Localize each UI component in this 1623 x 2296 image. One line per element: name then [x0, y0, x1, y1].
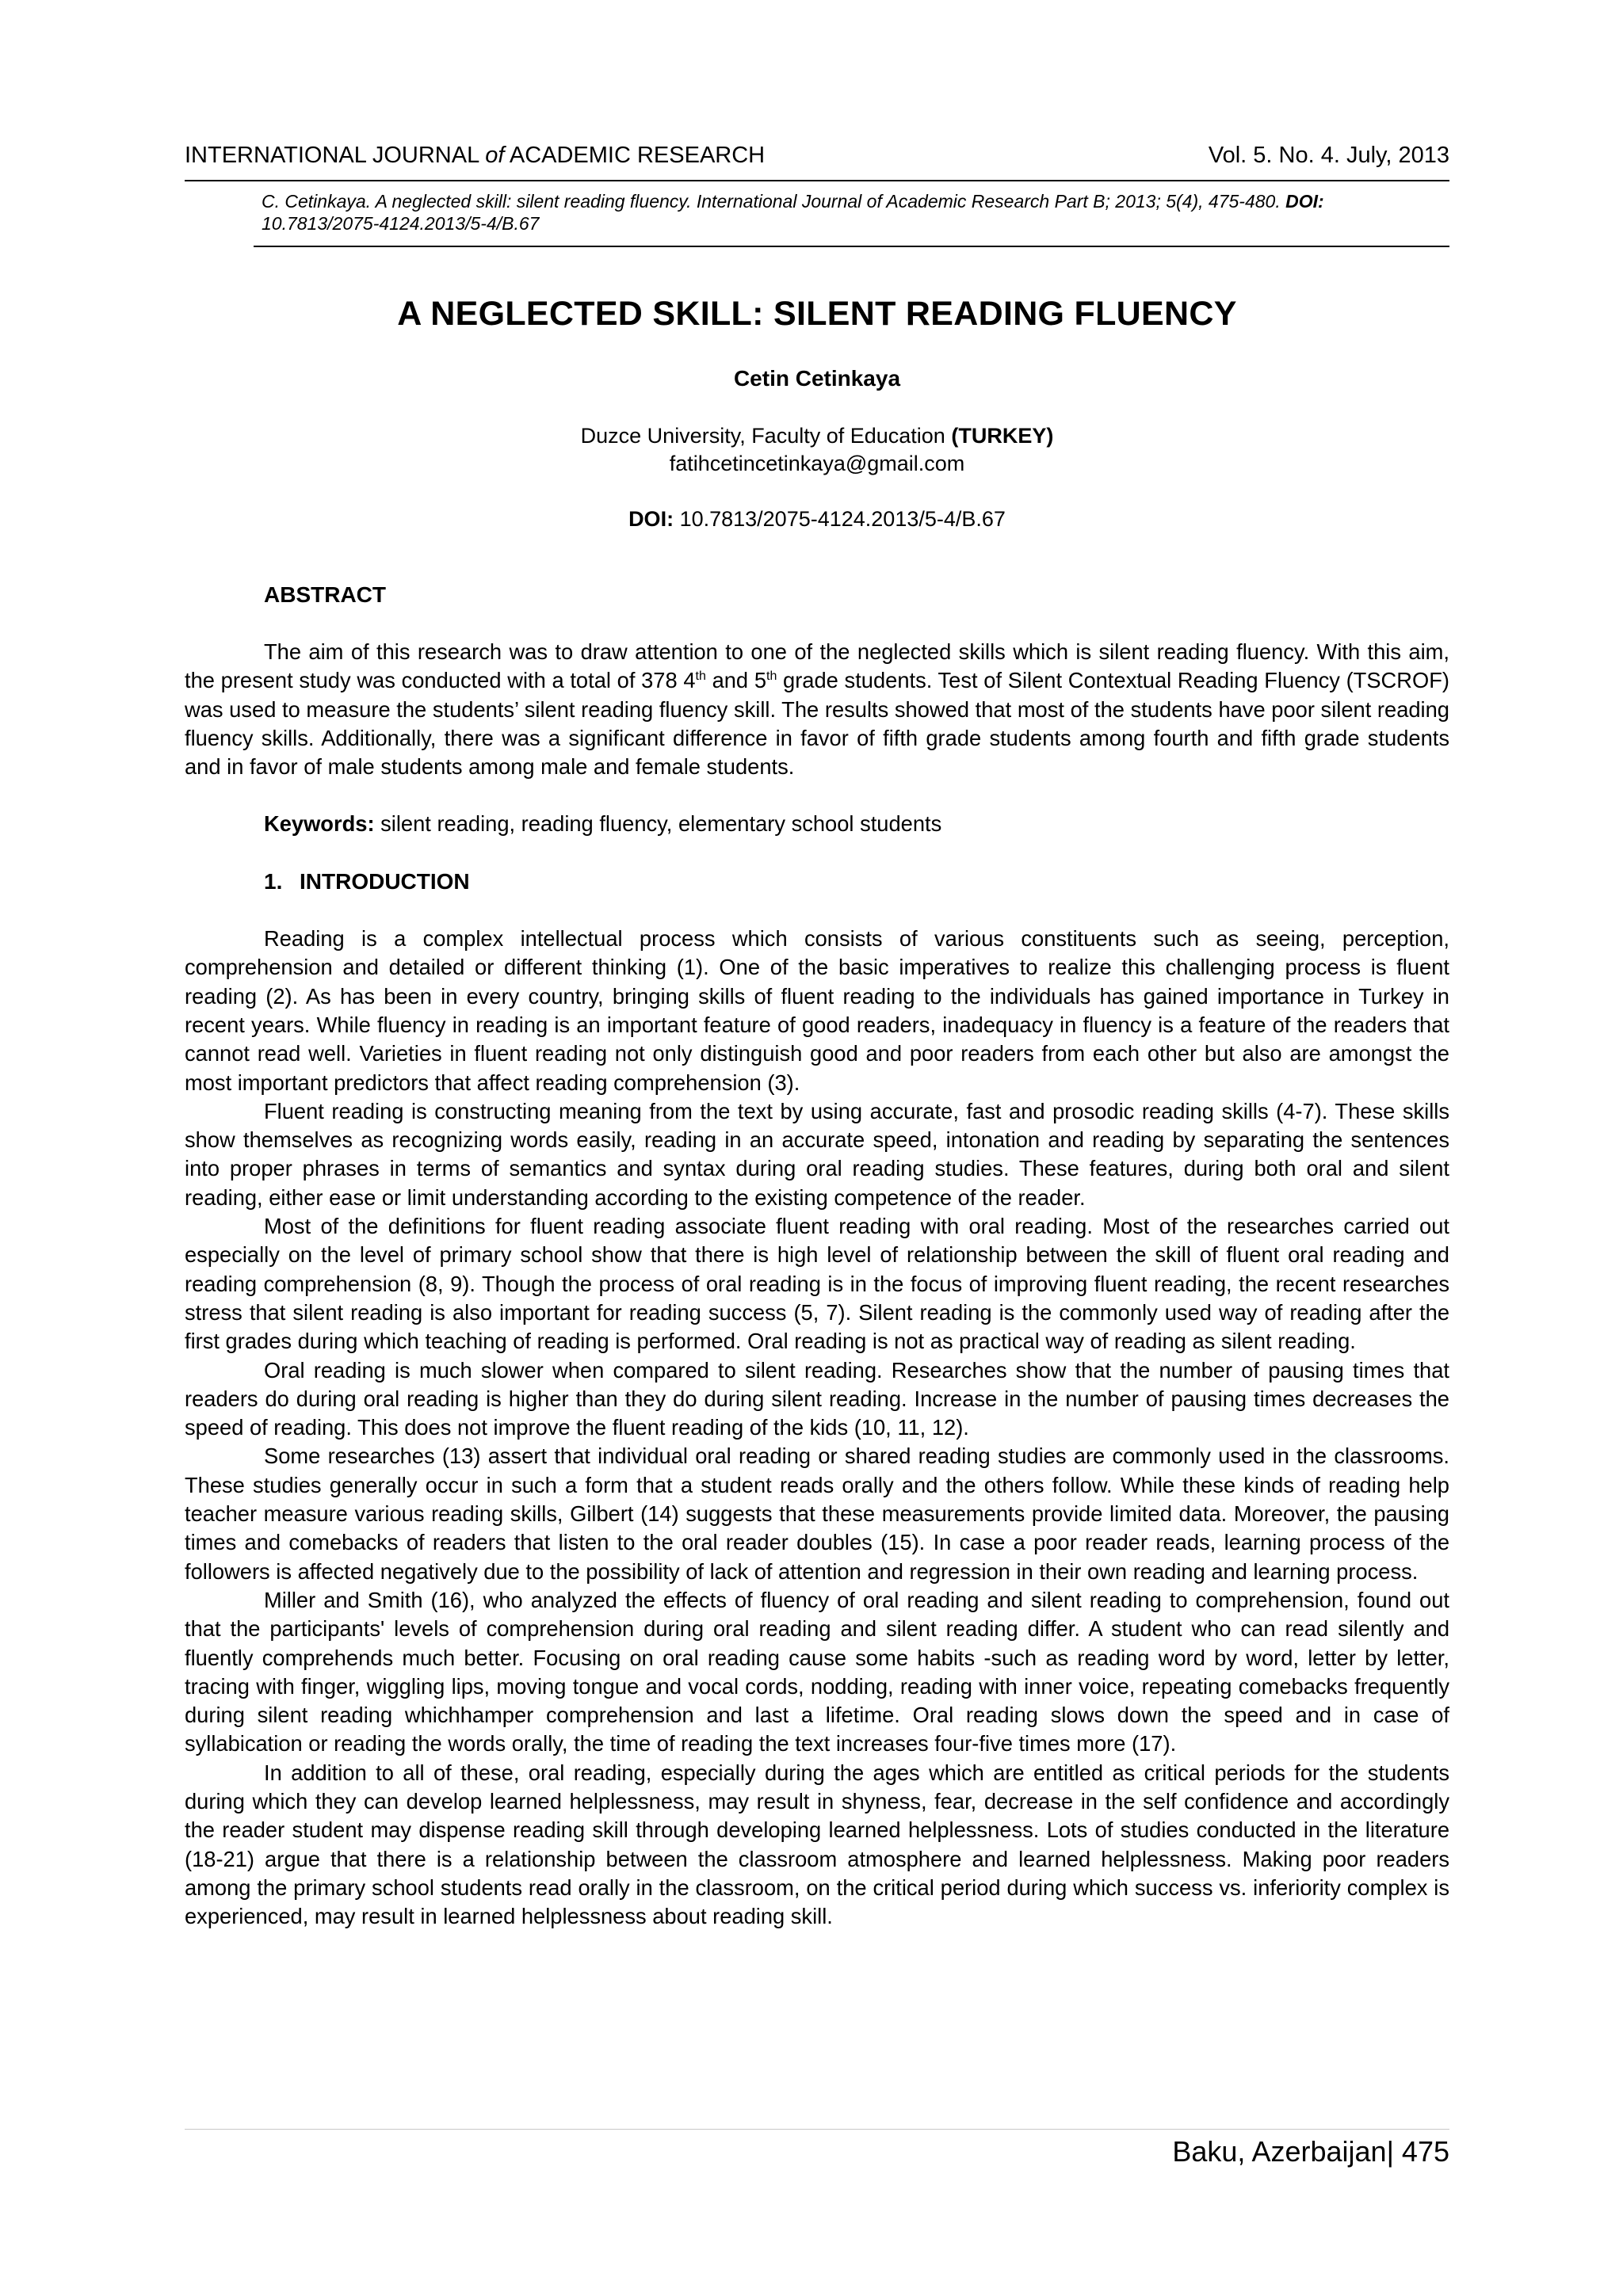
- abstract-paragraph: [185, 638, 1449, 781]
- volume-info: Vol. 5. No. 4. July, 2013: [1208, 143, 1449, 168]
- doi-line: [185, 507, 1449, 532]
- intro-paragraph: Miller and Smith (16), who analyzed the effects of fluency of oral reading and silent reading to comprehension, found out that the participants' levels of comprehension during oral reading and silent reading differ. A student who can read silently and fluently comprehends much better. Focusing on oral reading cause some habits -such as reading word by word, letter by letter, tracing with finger, wiggling lips, moving tongue and vocal cords, nodding, reading with inner voice, repeating comebacks frequently during silent reading whichhamper comprehension and last a lifetime. Oral reading slows down the speed and in case of syllabication or reading the words orally, the time of reading the text increases four-five times more (17).: [185, 1587, 1449, 1756]
- running-header: [185, 143, 1449, 169]
- journal-name: [185, 143, 765, 169]
- intro-paragraph: In addition to all of these, oral reading, especially during the ages which are entitled as critical periods for the students during which they can develop learned helplessness, may result in shyness, fear, decrease in the self confidence and accordingly the reader student may dispense reading skill through developing learned helplessness. Lots of studies conducted in the literature (18-21) argue that there is a relationship between the classroom atmosphere and learned helplessness. Making poor readers among the primary school students read orally in the classroom, on the critical period during which success vs. inferiority complex is experienced, may result in learned helplessness about reading skill.: [185, 1760, 1449, 1929]
- affiliation-country: (TURKEY): [951, 424, 1054, 448]
- author-name: Cetin Cetinkaya: [733, 366, 901, 391]
- citation-block: [262, 190, 1403, 235]
- affiliation: [185, 422, 1449, 478]
- page-number: 475: [1401, 2135, 1449, 2168]
- doi-value: 10.7813/2075-4124.2013/5-4/B.67: [674, 507, 1006, 531]
- intro-paragraph: Oral reading is much slower when compared to silent reading. Researches show that the number of pausing times that readers do during oral reading is higher than they do during silent reading. Increase in the number of pausing times decreases the speed of reading. This does not improve the fluent reading of the kids (10, 11, 12).: [185, 1357, 1449, 1440]
- paper-title: A NEGLECTED SKILL: SILENT READING FLUENCY: [397, 295, 1237, 333]
- doi-label: DOI:: [628, 507, 674, 531]
- citation-text: C. Cetinkaya. A neglected skill: silent reading fluency. International Journal of Academic Research Part B; 2013; 5(4), 475-480.: [262, 191, 1286, 212]
- affiliation-institution: Duzce University, Faculty of Education: [580, 424, 952, 448]
- citation-rule: [254, 246, 1449, 247]
- footer-location: Baku, Azerbaijan: [1172, 2135, 1387, 2168]
- citation-doi-label: DOI:: [1285, 191, 1324, 212]
- citation-doi-value: 10.7813/2075-4124.2013/5-4/B.67: [262, 213, 540, 234]
- footer-rule: [185, 2129, 1449, 2130]
- section-title: INTRODUCTION: [300, 868, 470, 894]
- header-rule: [185, 180, 1449, 181]
- intro-paragraph: Reading is a complex intellectual process which consists of various constituents such as seeing, perception, comprehension and detailed or different thinking (1). One of the basic imperatives to realize this challenging process is fluent reading (2). As has been in every country, bringing skills of fluent reading to the individuals has gained importance in Turkey in recent years. While fluency in reading is an important feature of good readers, inadequacy in fluency is a feature of the readers that cannot read well. Varieties in fluent reading not only distinguish good and poor readers from each other but also are amongst the most important predictors that affect reading comprehension (3).: [185, 926, 1449, 1095]
- page-footer: [1172, 2135, 1449, 2168]
- affiliation-line: [185, 422, 1449, 450]
- abstract-text-2: and 5: [705, 668, 766, 693]
- keywords-line: [185, 810, 1449, 838]
- abstract-heading: ABSTRACT: [264, 582, 386, 607]
- footer-separator: |: [1386, 2135, 1402, 2168]
- journal-name-suffix: ACADEMIC RESEARCH: [504, 143, 766, 168]
- body-text: [185, 638, 1449, 1931]
- section-number: 1.: [264, 868, 283, 894]
- journal-name-of: of: [485, 143, 505, 168]
- intro-paragraph: Fluent reading is constructing meaning from the text by using accurate, fast and prosodic reading skills (4-7). These skills show themselves as recognizing words easily, reading in an accurate speed, intonation and reading by separating the sentences into proper phrases in terms of semantics and syntax during oral reading studies. These features, during both oral and silent reading, either ease or limit understanding according to the existing competence of the reader.: [185, 1098, 1449, 1210]
- keywords-text: silent reading, reading fluency, elementary school students: [374, 811, 942, 837]
- keywords-label: Keywords:: [264, 811, 375, 837]
- journal-name-prefix: INTERNATIONAL JOURNAL: [185, 143, 486, 168]
- abstract-text-3: grade students. Test of Silent Contextual Reading Fluency (TSCROF) was used to measure the students’ silent reading fluency skill. The results showed that most of the students have poor silent reading fluency skills. Additionally, there was a significant difference in favor of fifth grade students among fourth and fifth grade students and in favor of male students among male and female students.: [185, 668, 1449, 780]
- section-heading-introduction: [185, 868, 1449, 896]
- abstract-text-1: The aim of this research was to draw attention to one of the neglected skills which is silent reading fluency. With this aim, the present study was conducted with a total of 378 4: [185, 639, 1449, 693]
- abstract-sup-2: th: [766, 669, 777, 684]
- intro-paragraph: Most of the definitions for fluent reading associate fluent reading with oral reading. Most of the researches carried out especially on the level of primary school show that there is high level of relationship between the skill of fluent oral reading and reading comprehension (8, 9). Though the process of oral reading is in the focus of improving fluent reading, the recent researches stress that silent reading is also important for reading success (5, 7). Silent reading is the commonly used way of reading after the first grades during which teaching of reading is performed. Oral reading is not as practical way of reading as silent reading.: [185, 1214, 1449, 1354]
- abstract-sup-1: th: [695, 669, 706, 684]
- intro-paragraph: Some researches (13) assert that individual oral reading or shared reading studies are commonly used in the classrooms. These studies generally occur in such a form that a student reads orally and the others follow. While these kinds of reading help teacher measure various reading skills, Gilbert (14) suggests that these measurements provide limited data. Moreover, the pausing times and comebacks of readers that listen to the oral reader doubles (15). In case a poor reader reads, learning process of the followers is affected negatively due to the possibility of lack of attention and regression in their own reading and learning process.: [185, 1444, 1449, 1584]
- author-email: fatihcetincetinkaya@gmail.com: [669, 452, 965, 475]
